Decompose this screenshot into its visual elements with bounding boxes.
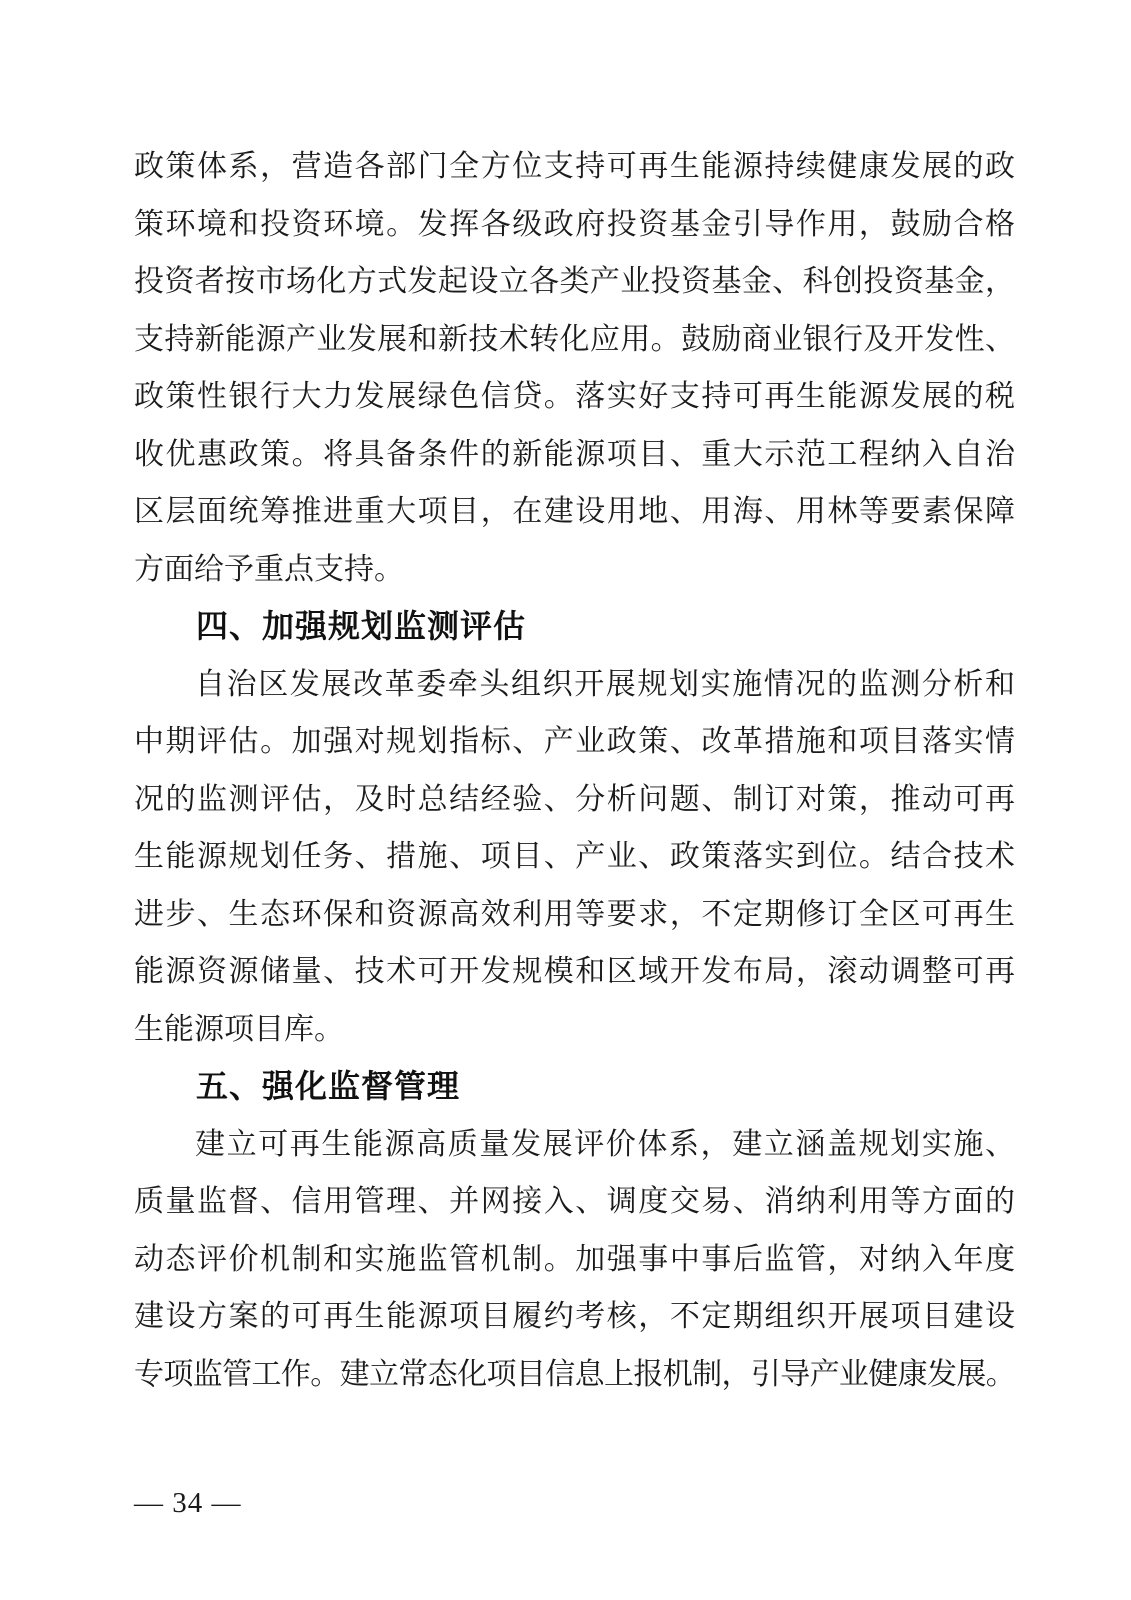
page-number: — 34 — bbox=[134, 1487, 242, 1519]
text-line: 质量监督、信用管理、并网接入、调度交易、消纳利用等方面的 bbox=[134, 1185, 1015, 1218]
section-heading-4: 四、加强规划监测评估 bbox=[196, 608, 527, 644]
text-line: 政策体系，营造各部门全方位支持可再生能源持续健康发展的政 bbox=[134, 150, 1015, 183]
text-line: 收优惠政策。将具备条件的新能源项目、重大示范工程纳入自治 bbox=[134, 437, 1015, 471]
text-line: 动态评价机制和实施监管机制。加强事中事后监管，对纳入年度 bbox=[134, 1242, 1015, 1276]
text-line: 建设方案的可再生能源项目履约考核，不定期组织开展项目建设 bbox=[134, 1300, 1015, 1333]
text-line: 中期评估。加强对规划指标、产业政策、改革措施和项目落实情 bbox=[134, 725, 1015, 758]
section-heading-5: 五、强化监督管理 bbox=[196, 1068, 461, 1104]
paragraph-last-line: 生能源项目库。 bbox=[134, 1012, 344, 1046]
text-line: 生能源规划任务、措施、项目、产业、政策落实到位。结合技术 bbox=[134, 840, 1015, 873]
paragraph-last-line: 方面给予重点支持。 bbox=[134, 552, 404, 586]
text-line: 区层面统筹推进重大项目，在建设用地、用海、用林等要素保障 bbox=[134, 495, 1015, 528]
text-block bbox=[134, 138, 1015, 1403]
text-line: 政策性银行大力发展绿色信贷。落实好支持可再生能源发展的税 bbox=[134, 380, 1015, 413]
text-line: 支持新能源产业发展和新技术转化应用。鼓励商业银行及开发性、 bbox=[134, 322, 1015, 356]
paragraph-first-line: 自治区发展改革委牵头组织开展规划实施情况的监测分析和 bbox=[195, 667, 1015, 701]
paragraph-first-line: 建立可再生能源高质量发展评价体系，建立涵盖规划实施、 bbox=[195, 1127, 1015, 1161]
text-line: 策环境和投资环境。发挥各级政府投资基金引导作用，鼓励合格 bbox=[134, 207, 1015, 241]
text-line: 况的监测评估，及时总结经验、分析问题、制订对策，推动可再 bbox=[134, 782, 1015, 816]
text-line: 投资者按市场化方式发起设立各类产业投资基金、科创投资基金， bbox=[134, 265, 1015, 298]
paragraph-last-line: 专项监管工作。建立常态化项目信息上报机制，引导产业健康发展。 bbox=[134, 1357, 1015, 1391]
text-line: 进步、生态环保和资源高效利用等要求，不定期修订全区可再生 bbox=[134, 897, 1015, 931]
text-line: 能源资源储量、技术可开发规模和区域开发布局，滚动调整可再 bbox=[134, 955, 1015, 988]
